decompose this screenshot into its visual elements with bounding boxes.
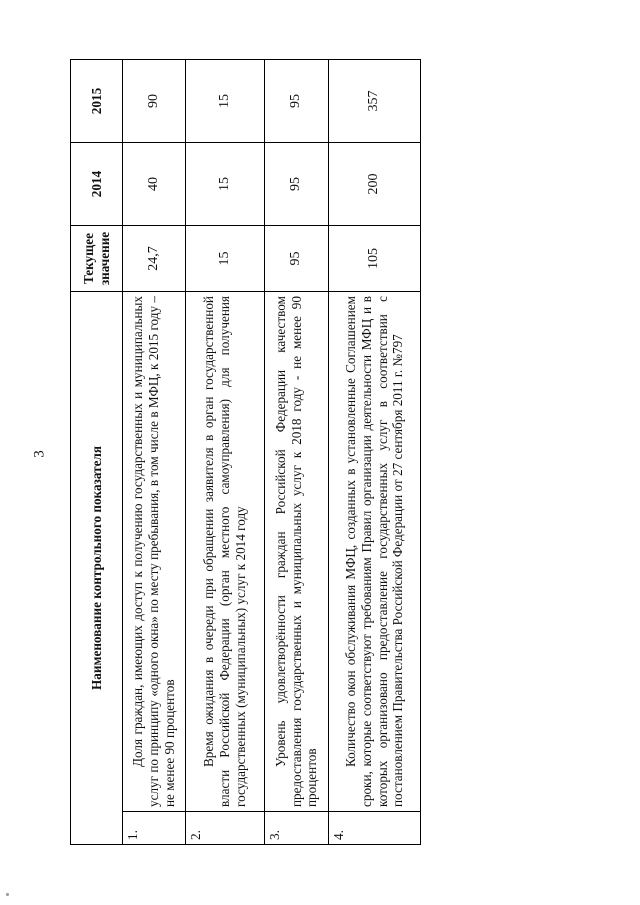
header-current-value: Текущее значение: [71, 226, 123, 292]
page-number: 3: [31, 450, 48, 458]
rotated-table-container: [70, 60, 420, 845]
indicator-name: Доля граждан, имеющих доступ к получению государственных и муниципальных услуг по принципу «одного окна» по месту пребывания, в том числе в МФЦ, к 2015 году – не менее 90 процентов: [123, 292, 186, 812]
header-2015: 2015: [71, 60, 123, 143]
indicators-table: [70, 59, 421, 845]
row-number: 4.: [329, 812, 421, 845]
value-2014: 15: [186, 143, 265, 226]
value-2015: 90: [123, 60, 186, 143]
table-header-row: [71, 60, 123, 845]
current-value: 15: [186, 226, 265, 292]
row-number: 2.: [186, 812, 265, 845]
indicator-name: Время ожидания в очереди при обращении заявителя в орган государственной власти Российской Федерации (орган местного самоуправления) для получения государственных (муниципальных) услуг к 2014 году: [186, 292, 265, 812]
table-row: [123, 60, 186, 845]
scan-artifact-dot: [6, 893, 9, 896]
indicator-name: Количество окон обслуживания МФЦ, созданных в установленные Соглашением сроки, которые соответствуют требованиям Правил организации деятельности МФЦ и в которых организовано предоставление государственных услуг в соответствии с постановлением Правительства Российской Федерации от 27 сентября 2011 г. №797: [329, 292, 421, 812]
table-row: [329, 60, 421, 845]
header-2014: 2014: [71, 143, 123, 226]
value-2015: 357: [329, 60, 421, 143]
value-2014: 95: [265, 143, 329, 226]
row-number: 1.: [123, 812, 186, 845]
value-2015: 95: [265, 60, 329, 143]
current-value: 95: [265, 226, 329, 292]
table-row: [186, 60, 265, 845]
value-2014: 40: [123, 143, 186, 226]
current-value: 24,7: [123, 226, 186, 292]
current-value: 105: [329, 226, 421, 292]
table-row: [265, 60, 329, 845]
indicator-name: Уровень удовлетворённости граждан Российской Федерации качеством предоставления государственных и муниципальных услуг к 2018 году - не менее 90 процентов: [265, 292, 329, 812]
value-2014: 200: [329, 143, 421, 226]
row-number: 3.: [265, 812, 329, 845]
header-indicator-name: Наименование контрольного показателя: [71, 292, 123, 845]
value-2015: 15: [186, 60, 265, 143]
